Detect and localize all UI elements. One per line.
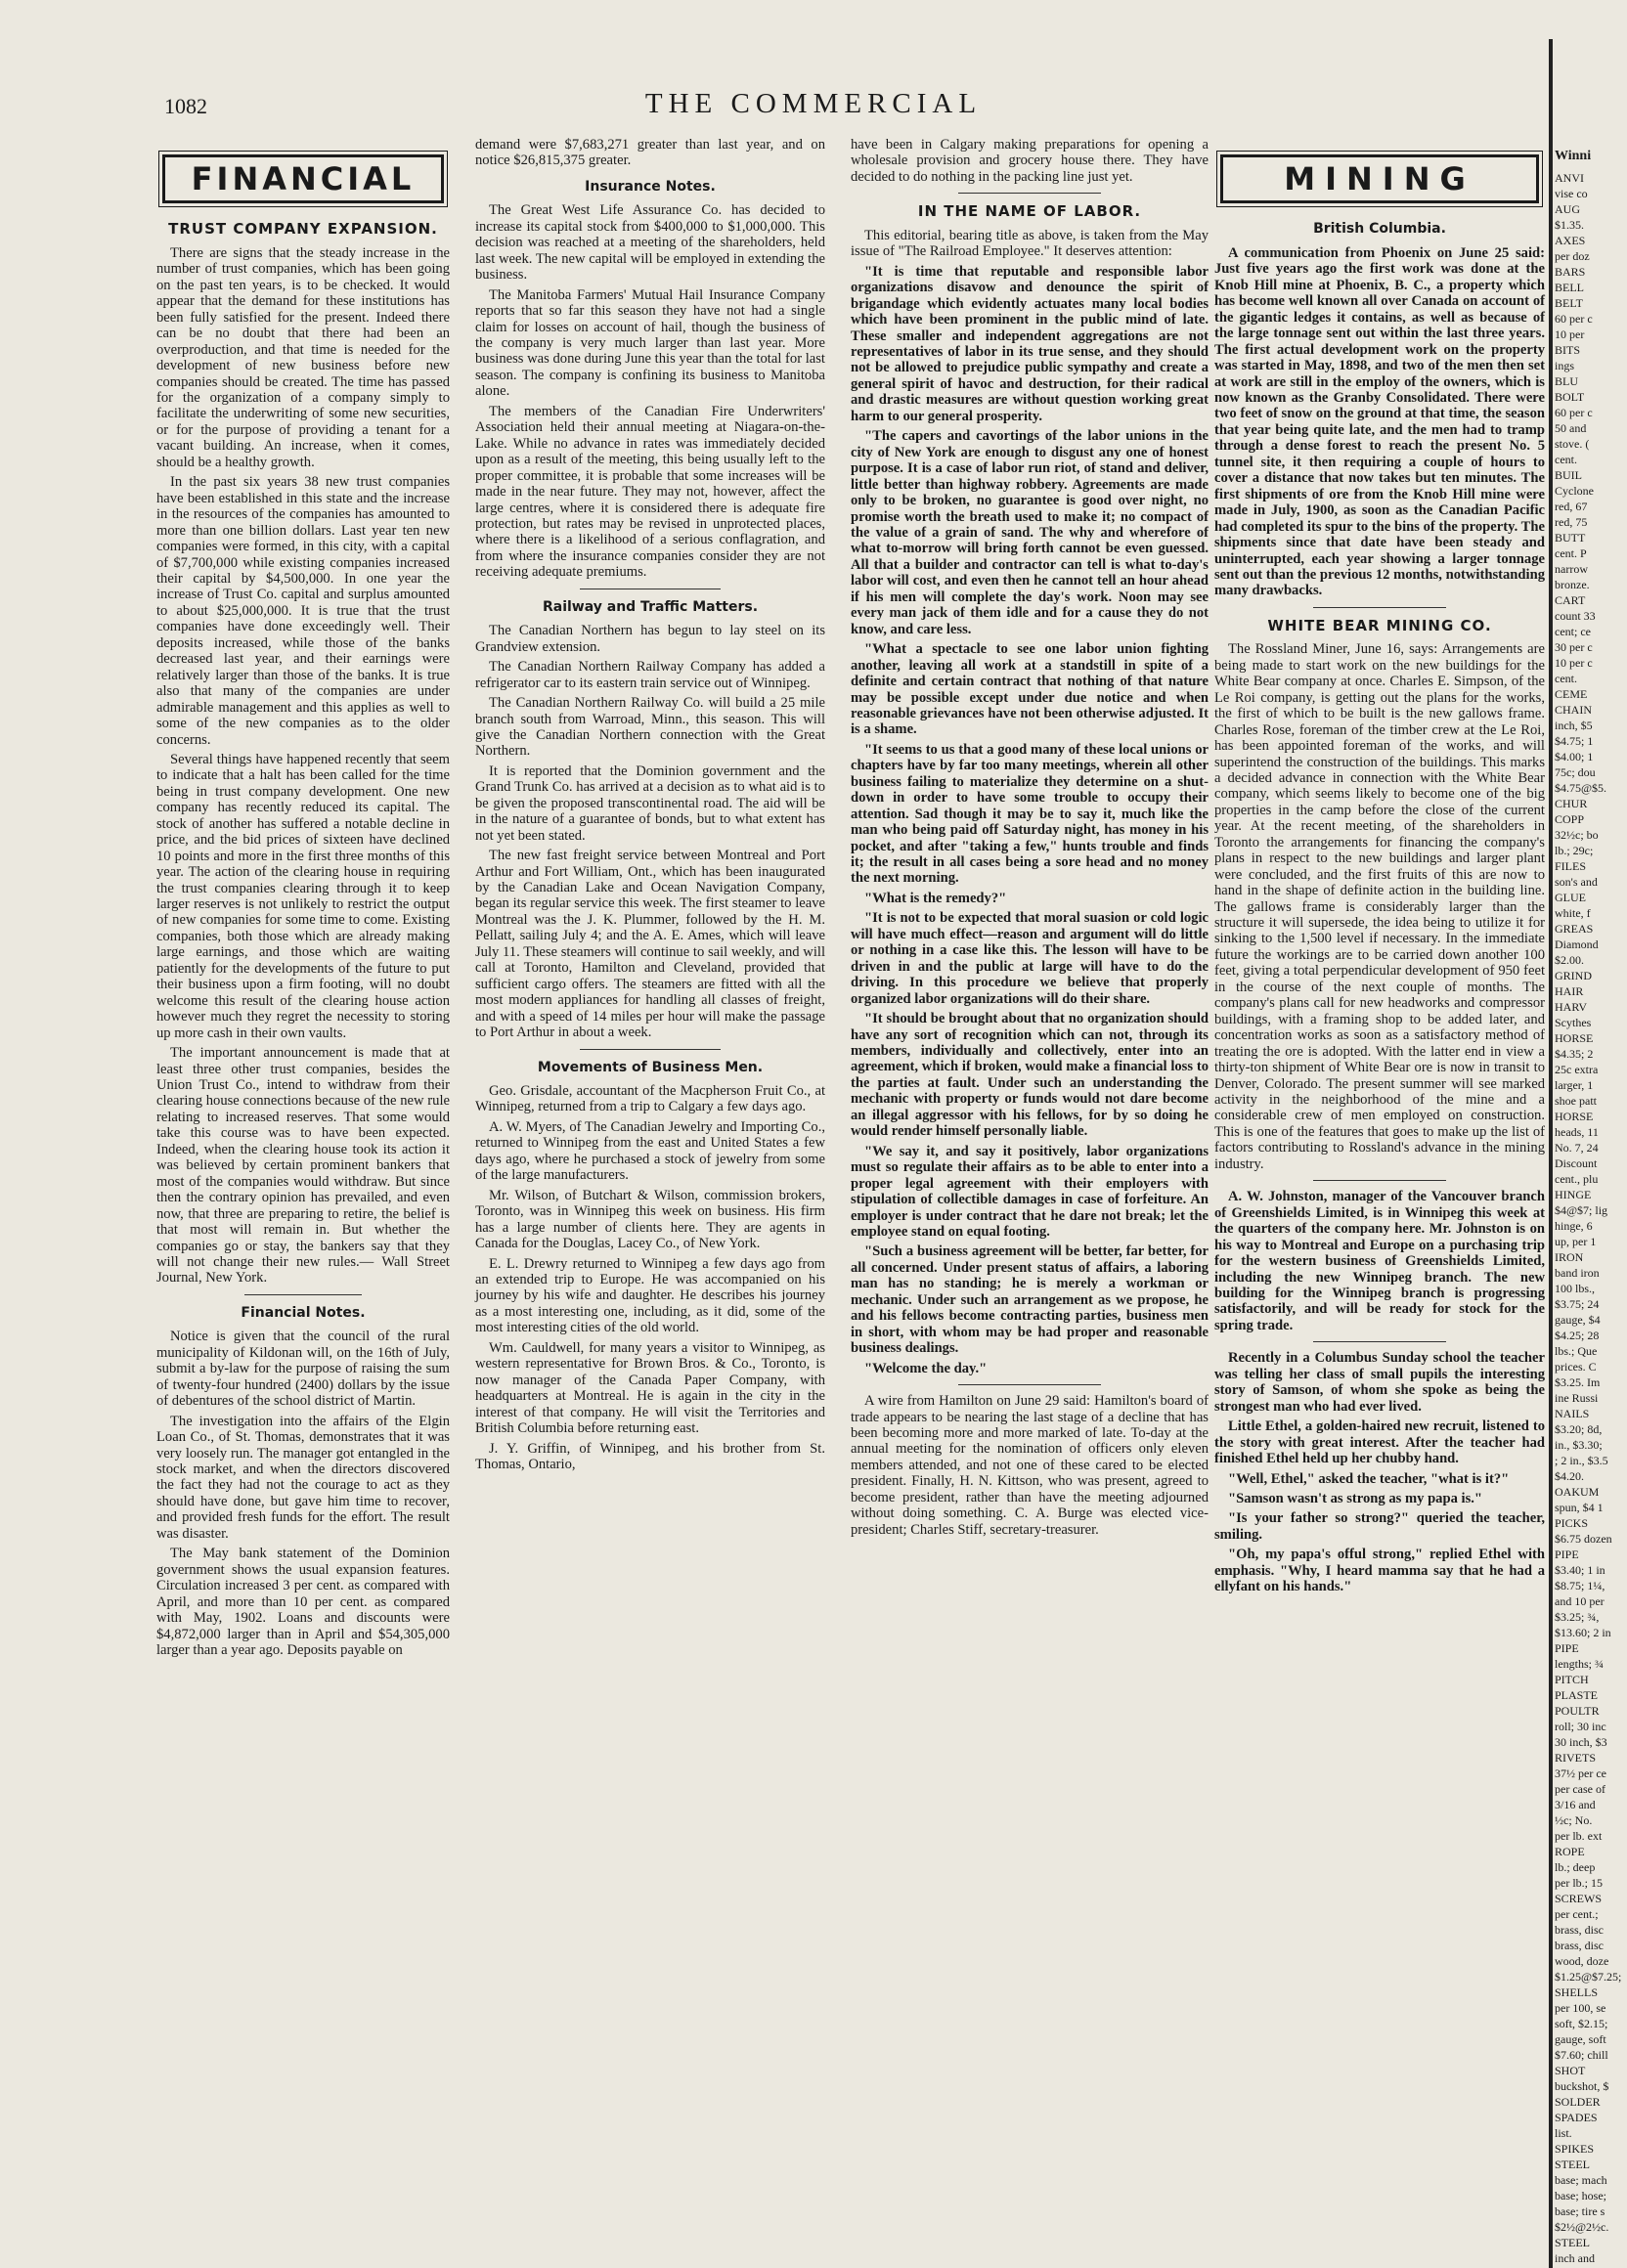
- edge-line: brass, disc: [1555, 1939, 1604, 1953]
- edge-line: 75c; dou: [1555, 765, 1596, 780]
- edge-line: white, f: [1555, 906, 1591, 921]
- paragraph: A. W. Johnston, manager of the Vancouver branch of Greenshields Limited, is in Winnipeg this week at the quarters of the company here. Mr. Johnston is on his way to Montreal and Europe on a purchasing trip for the western business of Greenshields Limited, including the new Winnipeg branch. The new building for the Winnipeg branch is progressing satisfactorily, and will be ready for stock for the spring trade.: [1214, 1189, 1545, 1333]
- paragraph: A wire from Hamilton on June 29 said: Hamilton's board of trade appears to be nearing the last stage of a decline that has been becoming more and more marked of late. To-day at the annual meeting for the nomination of officers only eleven members attended, and not one of these cared to be elected president. Finally, H. N. Kittson, who was present, agreed to become president, rather than have the meeting adjourned without doing something. C. A. Burge was elected vice-president; Charles Stiff, secretary-treasurer.: [851, 1393, 1209, 1538]
- edge-line: IRON: [1555, 1250, 1584, 1265]
- paragraph: "We say it, and say it positively, labor organizations must so regulate their affairs as to be able to enter into a proper legal agreement with their employers with stipulation of collectible damages in case of forfeiture. An employer is under contract that he dare not break; let the employee stand on equal footing.: [851, 1143, 1209, 1240]
- divider: [1313, 1341, 1445, 1342]
- edge-line: $3.20; 8d,: [1555, 1422, 1603, 1437]
- edge-line: CEME: [1555, 687, 1588, 702]
- edge-line: lbs.; Que: [1555, 1344, 1598, 1359]
- edge-line: RIVETS: [1555, 1751, 1596, 1766]
- edge-line: $1.35.: [1555, 218, 1584, 233]
- paragraph: Mr. Wilson, of Butchart & Wilson, commission brokers, Toronto, was in Winnipeg this week on business. His firm has a large number of clients here. They are agents in Canada for the Douglas, Lacey Co., of New York.: [475, 1187, 825, 1252]
- paragraph: The Canadian Northern has begun to lay steel on its Grandview extension.: [475, 623, 825, 655]
- paragraph: E. L. Drewry returned to Winnipeg a few days ago from an extended trip to Europe. He was accompanied on his journey by his wife and daughter. He describes his journey as a most interesting one, including, as it did, some of the most interesting cities of the old world.: [475, 1255, 825, 1336]
- paragraph: The members of the Canadian Fire Underwriters' Association held their annual meeting at Niagara-on-the-Lake. While no advance in rates was immediately decided upon as a result of the meeting, this being usually left to the proper committee, it is probable that some increases will be made in the near future. They may not, however, affect the large centres, where it is considered there is adequate fire protection, but rates may be revised in unprotected places, where there is a likelihood of a serious conflagration, and from where the insurance companies consider they are not receiving adequate premiums.: [475, 403, 825, 581]
- paragraph: The Canadian Northern Railway Co. will build a 25 mile branch south from Warroad, Minn., this season. This will give the Canadian Northern connection with the Great Northern.: [475, 695, 825, 760]
- paragraph: In the past six years 38 new trust companies have been established in this state and the increase in the resources of the companies has amounted to more than one billion dollars. Last year ten new companies were formed, in this city, with a capital of $7,700,000 while existing companies increased their capital by $4,500,000. In one year the increase of Trust Co. capital and surplus amounted to about $25,000,000. It is true that the trust companies have done exceedingly well. Their deposits increased, while those of the banks decreased last year, and their earnings were relatively larger than those of the banks. It is true also that many of the companies are under admirable management and this applies as well to some of the new companies as to the older concerns.: [156, 474, 450, 748]
- headline-trust-company: TRUST COMPANY EXPANSION.: [168, 220, 438, 239]
- edge-line: roll; 30 inc: [1555, 1720, 1606, 1734]
- section-box-mining: MINING: [1220, 154, 1539, 203]
- paragraph: "Well, Ethel," asked the teacher, "what is it?": [1228, 1470, 1510, 1487]
- edge-line: red, 75: [1555, 515, 1588, 530]
- paragraph: The Great West Life Assurance Co. has decided to increase its capital stock from $400,000 to $1,000,000. This decision was reached at a meeting of the shareholders, held last week. The new capital will be employed in extending the business.: [475, 202, 825, 284]
- edge-line: Cyclone: [1555, 484, 1594, 499]
- column-mining: [1214, 137, 1545, 2248]
- paragraph: A. W. Myers, of The Canadian Jewelry and Importing Co., returned to Winnipeg from the east and United States a few days ago, where he purchased a stock of jewelry from some of the large manufacturers.: [475, 1118, 825, 1184]
- edge-line: SHOT: [1555, 2064, 1586, 2078]
- edge-line: per case of: [1555, 1782, 1605, 1797]
- edge-line: BELT: [1555, 296, 1583, 311]
- edge-line: per lb.; 15: [1555, 1876, 1603, 1891]
- paragraph: The Canadian Northern Railway Company has added a refrigerator car to its eastern train service out of Winnipeg.: [475, 659, 825, 691]
- headline-railway: Railway and Traffic Matters.: [542, 598, 759, 615]
- edge-line: STEEL: [1555, 2158, 1590, 2172]
- paragraph: It is reported that the Dominion government and the Grand Trunk Co. has arrived at a decision as to what aid is to be given the proposed transcontinental road. The aid will be in the nature of a guarantee of bonds, but to what extent has not yet been stated.: [475, 763, 825, 844]
- divider: [1313, 607, 1445, 608]
- edge-line: cent., plu: [1555, 1172, 1599, 1187]
- headline-name-of-labor: IN THE NAME OF LABOR.: [917, 202, 1142, 221]
- edge-line: PIPE: [1555, 1641, 1579, 1656]
- edge-line: band iron: [1555, 1266, 1600, 1281]
- paragraph: J. Y. Griffin, of Winnipeg, and his brother from St. Thomas, Ontario,: [475, 1440, 825, 1472]
- column-rule: [1549, 39, 1553, 2268]
- edge-line: $3.75; 24: [1555, 1297, 1600, 1312]
- edge-line: vise co: [1555, 187, 1588, 201]
- edge-line: BUTT: [1555, 531, 1586, 545]
- edge-line: ANVI: [1555, 171, 1584, 186]
- edge-line: bronze.: [1555, 578, 1590, 592]
- edge-line: base; tire s: [1555, 2204, 1605, 2219]
- headline-financial-notes: Financial Notes.: [241, 1304, 366, 1321]
- edge-line: base; hose;: [1555, 2189, 1606, 2203]
- edge-line: HAIR: [1555, 984, 1584, 999]
- edge-line: gauge, soft: [1555, 2032, 1606, 2047]
- paragraph: "It should be brought about that no organization should have any sort of recognition which can not, through its members, individually and collectively, enter into an agreement, which if broken, would make a financial loss to the parties at fault. Under such an understanding the mechanic with property or funds would not dare become an illegal aggressor with his fellows, for by so doing he would render himself personally liable.: [851, 1011, 1209, 1140]
- edge-line: $4.35; 2: [1555, 1047, 1594, 1062]
- edge-line: $7.60; chill: [1555, 2048, 1608, 2063]
- edge-lines: [1555, 170, 1627, 2266]
- edge-line: buckshot, $: [1555, 2079, 1609, 2094]
- edge-line: POULTR: [1555, 1704, 1600, 1719]
- edge-line: $13.60; 2 in: [1555, 1626, 1611, 1640]
- column-insurance: [475, 137, 825, 2248]
- paragraph: "Oh, my papa's offul strong," replied Ethel with emphasis. "Why, I heard mamma say that he had a ellyfant on his hands.": [1214, 1547, 1545, 1595]
- edge-line: PIPE: [1555, 1548, 1579, 1562]
- paragraph: "Samson wasn't as strong as my papa is.": [1228, 1490, 1483, 1506]
- edge-line: 30 inch, $3: [1555, 1735, 1607, 1750]
- edge-line: wood, doze: [1555, 1954, 1609, 1969]
- edge-line: and 10 per: [1555, 1594, 1605, 1609]
- edge-line: $4.00; 1: [1555, 750, 1594, 764]
- edge-line: NAILS: [1555, 1407, 1590, 1421]
- edge-line: CHUR: [1555, 797, 1588, 811]
- edge-line: hinge, 6: [1555, 1219, 1593, 1234]
- divider: [958, 193, 1101, 194]
- edge-line: CART: [1555, 593, 1586, 608]
- divider: [580, 1049, 720, 1050]
- paragraph: This editorial, bearing title as above, is taken from the May issue of "The Railroad Employee." It deserves attention:: [851, 227, 1209, 260]
- paragraph: "It is time that reputable and responsible labor organizations disavow and denounce the spirit of brigandage which evidently actuates many local bodies which have been prominent in the public mind of late. These smaller and independent aggregations are not representatives of labor in its true sense, and they should not be allowed to prejudice public sympathy and create a general spirit of havoc and destruction, for their radical and drastic measures are without question working great harm to our general prosperity.: [851, 263, 1209, 424]
- edge-line: gauge, $4: [1555, 1313, 1601, 1328]
- paragraph: Geo. Grisdale, accountant of the Macpherson Fruit Co., at Winnipeg, returned from a trip to Calgary a few days ago.: [475, 1083, 825, 1115]
- edge-line: 30 per c: [1555, 640, 1593, 655]
- edge-line: GREAS: [1555, 922, 1594, 937]
- edge-line: prices. C: [1555, 1360, 1597, 1374]
- edge-line: spun, $4 1: [1555, 1501, 1604, 1515]
- edge-line: HORSE: [1555, 1110, 1594, 1124]
- edge-line: cent; ce: [1555, 625, 1591, 639]
- column-labor: [851, 137, 1209, 2248]
- edge-line: AXES: [1555, 234, 1586, 248]
- edge-line: GLUE: [1555, 891, 1586, 905]
- paragraph: "What is the remedy?": [864, 890, 1007, 906]
- edge-line: OAKUM: [1555, 1485, 1600, 1500]
- headline-white-bear: WHITE BEAR MINING CO.: [1267, 616, 1492, 634]
- edge-line: ; 2 in., $3.5: [1555, 1454, 1608, 1468]
- edge-line: SPIKES: [1555, 2142, 1595, 2157]
- edge-line: per lb. ext: [1555, 1829, 1603, 1844]
- edge-line: CHAIN: [1555, 703, 1592, 718]
- paragraph: Several things have happened recently that seem to indicate that a halt has been called for the time being in trust company development. One new company has recently reduced its capital. The stock of another has suffered a notable decline in price, and the bid prices of sixteen have declined 10 points and more in the first three months of this year. The action of the clearing house in requiring the trust companies clearing through it to keep larger reserves is not unlikely to restrict the output of new companies for some time to come. Existing companies, both those which are already making large earnings, and those which are waiting patiently for the developments of the future to put their business upon a firm footing, will no doubt welcome this result of the clearing house action however much they regret the necessity to storing up more cash in their own vaults.: [156, 751, 450, 1041]
- paragraph: Notice is given that the council of the rural municipality of Kildonan will, on the 16th of July, submit a by-law for the purpose of raising the sum of twenty-four hundred (2400) dollars by the issue of debentures of the school district of Martin.: [156, 1329, 450, 1410]
- edge-line: cent.: [1555, 672, 1577, 686]
- edge-line: SOLDER: [1555, 2095, 1601, 2110]
- edge-line: PLASTE: [1555, 1688, 1599, 1703]
- edge-line: COPP: [1555, 812, 1585, 827]
- edge-line: in., $3.30;: [1555, 1438, 1603, 1453]
- edge-heading: Winni: [1555, 149, 1592, 163]
- edge-line: narrow: [1555, 562, 1588, 577]
- edge-line: list.: [1555, 2126, 1572, 2141]
- edge-line: inch and: [1555, 2251, 1595, 2266]
- page-number: 1082: [164, 94, 207, 118]
- edge-line: 60 per c: [1555, 406, 1593, 420]
- edge-line: lb.; 29c;: [1555, 844, 1594, 858]
- edge-line: son's and: [1555, 875, 1598, 890]
- edge-line: $4.25; 28: [1555, 1329, 1600, 1343]
- edge-line: $6.75 dozen: [1555, 1532, 1612, 1547]
- edge-line: FILES: [1555, 859, 1587, 874]
- paragraph: The Manitoba Farmers' Mutual Hail Insurance Company reports that so far this season they have not had a single claim for losses on account of hail, though the business of the company is very much larger than last year. More business was done during June this year than the total for last season. The company is confining its business to Manitoba alone.: [475, 286, 825, 400]
- edge-line: 37½ per ce: [1555, 1766, 1606, 1781]
- paragraph: "Such a business agreement will be better, far better, for all concerned. Under present status of affairs, a laboring man has no standing; he is merely a workman or mechanic. Under such an arrangement as we propose, he and his fellows become contracting parties, business men in short, with whom may be had proper and reasonable business dealings.: [851, 1243, 1209, 1357]
- edge-line: count 33: [1555, 609, 1596, 624]
- edge-line: per doz: [1555, 249, 1590, 264]
- edge-line: $2½@2½c.: [1555, 2220, 1609, 2235]
- edge-line: heads, 11: [1555, 1125, 1599, 1140]
- edge-line: $4.75@$5.: [1555, 781, 1607, 796]
- edge-line: soft, $2.15;: [1555, 2017, 1608, 2031]
- edge-line: ings: [1555, 359, 1575, 373]
- edge-line: BUIL: [1555, 468, 1582, 483]
- edge-line: cent. P: [1555, 546, 1587, 561]
- edge-line: STEEL: [1555, 2236, 1590, 2250]
- edge-line: per 100, se: [1555, 2001, 1606, 2016]
- edge-line: SPADES: [1555, 2111, 1598, 2125]
- paragraph: "Welcome the day.": [864, 1360, 988, 1376]
- edge-line: brass, disc: [1555, 1923, 1604, 1938]
- paragraph: Recently in a Columbus Sunday school the teacher was telling her class of small pupils the interesting story of Samson, of whom she spoke as being the strongest man who had ever lived.: [1214, 1350, 1545, 1415]
- edge-line: up, per 1: [1555, 1235, 1597, 1249]
- column-edge-price-list: [1555, 137, 1627, 2266]
- edge-line: $8.75; 1¼,: [1555, 1579, 1605, 1593]
- paragraph: The Rossland Miner, June 16, says: Arrangements are being made to start work on the new buildings for the White Bear company at once. Charles E. Simpson, of the Le Roi company, is getting out the plans for the works, the first of which to be built is the new gallows frame. Charles Rose, foreman of the timber crew at the Le Roi, has been appointed foreman of the works, and will superintend the construction of the buildings. This marks a decided advance in connection with the White Bear company, which seems likely to become one of the big properties in the camp before the close of the current year. At the recent meeting, of the shareholders in Toronto the arrangements for financing the company's plans in respect to the new buildings and larger plant were concluded, and the first fruits of this are now to hand in the shape of definite action in the building line. The gallows frame is considerably larger than the structure it will supersede, the idea being to utilize it for sinking to the 1,500 level if necessary. In the immediate future the workings are to be carried down another 100 feet, giving a total perpendicular development of 950 feet in the course of the next couple of months. The company's plans call for new headworks and compressor buildings, with a framing shop to be added later, and concentration works as soon as a satisfactory method of treating the ore is adopted. With the latter end in view a thirty-ton shipment of White Bear ore is now in transit to Denver, Colorado. The present summer will see marked activity in the neighborhood of the mine and a considerable crew of men employed on construction. This is one of the features that goes to make up the list of factors contributing to Rossland's advance in the mining industry.: [1214, 641, 1545, 1172]
- edge-line: HORSE: [1555, 1031, 1594, 1046]
- edge-line: 10 per c: [1555, 656, 1593, 671]
- edge-line: $4@$7; lig: [1555, 1203, 1608, 1218]
- edge-line: 100 lbs.,: [1555, 1282, 1596, 1296]
- masthead-title: THE COMMERCIAL: [644, 88, 983, 119]
- edge-line: PICKS: [1555, 1516, 1589, 1531]
- edge-line: 3/16 and: [1555, 1798, 1596, 1812]
- edge-line: SHELLS: [1555, 1985, 1599, 2000]
- paragraph: Little Ethel, a golden-haired new recruit, listened to the story with great interest. After the teacher had finished Ethel held up her chubby hand.: [1214, 1418, 1545, 1467]
- headline-insurance-notes: Insurance Notes.: [585, 178, 716, 195]
- paragraph: Wm. Cauldwell, for many years a visitor to Winnipeg, as western representative for Brown Bros. & Co., Toronto, is now manager of the Canada Paper Company, with headquarters at Montreal. He is again in the city in the interest of that company. He will visit the Territories and British Columbia before returning east.: [475, 1339, 825, 1437]
- edge-line: BLU: [1555, 374, 1578, 389]
- paragraph: "Is your father so strong?" queried the teacher, smiling.: [1214, 1510, 1545, 1543]
- edge-line: 32½c; bo: [1555, 828, 1599, 843]
- edge-line: 10 per: [1555, 327, 1585, 342]
- paragraph: A communication from Phoenix on June 25 said: Just five years ago the first work was done at the Knob Hill mine at Phoenix, B. C., a property which has become well known all over Canada on account of the gigantic ledges it contains, as well as because of the large tonnage sent out within the last three years. The first actual development work on the property was started in May, 1898, and two of the men then set at work are still in the employ of the owners, which is now known as the Granby Consolidated. There were two feet of snow on the ground at that time, the season that year being quite late, and the men had to tramp through a dense forest to reach the present No. 5 tunnel site, it then requiring a couple of hours to cover a distance that now takes but ten minutes. The first shipments of ore from the Knob Hill mine were made in July, 1900, as soon as the Canadian Pacific had completed its spur to the bins of the property. The shipments since that date have been steady and uninterrupted, each year showing a larger tonnage sent out than the previous 12 months, notwithstanding many drawbacks.: [1214, 244, 1545, 599]
- edge-line: lb.; deep: [1555, 1860, 1596, 1875]
- edge-line: cent.: [1555, 453, 1577, 467]
- edge-line: per cent.;: [1555, 1907, 1599, 1922]
- divider: [1313, 1180, 1445, 1181]
- column-financial: [156, 137, 450, 2248]
- edge-line: base; mach: [1555, 2173, 1607, 2188]
- paragraph: There are signs that the steady increase in the number of trust companies, which has been going on the past ten years, is to be checked. It would appear that the demand for these institutions has been fully satisfied for the present. Indeed there can be no doubt that there had been an overproduction, and that time is needed for the development of new business before new companies should be created. The time has passed for the organization of a company simply to facilitate the underwriting of some new securities, or for the purpose of providing a tenant for a vacant building. An increase, when it comes, should be a healthy growth.: [156, 244, 450, 470]
- paragraph: The important announcement is made that at least three other trust companies, besides the Union Trust Co., intend to withdraw from their clearing house connections because of the new rule relating to increased reserves. That some would take this course was to have been expected. Indeed, when the clearing house took its action it was believed by certain prominent bankers that most of the companies would withdraw. But since then the contrary opinion has prevailed, and even now, that three are preparing to retire, the belief is that most will remain in. But whether the companies go or stay, the bankers say that they will not change their new rules.— Wall Street Journal, New York.: [156, 1045, 450, 1287]
- edge-line: $4.20.: [1555, 1469, 1584, 1484]
- edge-line: 50 and: [1555, 421, 1587, 436]
- paragraph: The new fast freight service between Montreal and Port Arthur and Fort William, Ont., which has been inaugurated by the Canadian Lake and Ocean Navigation Company, began its regular service this week. The first steamer to leave Montreal was the J. K. Plummer, followed by the H. M. Pellatt, sailing July 4; and the A. E. Ames, which will leave July 11. These steamers will continue to sail weekly, and will call at Toronto, Hamilton and Cleveland, provided that sufficient cargo offers. The steamers are fitted with all the most modern appliances for handling all classes of freight, and with a speed of 14 miles per hour will make the passage to Port Arthur in about a week.: [475, 848, 825, 1041]
- edge-line: ine Russi: [1555, 1391, 1599, 1406]
- edge-line: 60 per c: [1555, 312, 1593, 327]
- edge-line: PITCH: [1555, 1673, 1589, 1687]
- edge-line: $3.40; 1 in: [1555, 1563, 1605, 1578]
- edge-line: $1.25@$7.25;: [1555, 1970, 1622, 1984]
- edge-line: AUG: [1555, 202, 1580, 217]
- edge-line: 25c extra: [1555, 1063, 1599, 1077]
- paragraph: The May bank statement of the Dominion government shows the usual expansion features. Circulation increased 3 per cent. as compared with April, and more than 10 per cent. as compared with May, 1902. Loans and discounts were $4,872,000 larger than in April and $54,305,000 larger than a year ago. Deposits payable on: [156, 1546, 450, 1658]
- paragraph: "What a spectacle to see one labor union fighting another, leaving all work at a standstill in spite of a definite and certain contract that nothing of that nature may be possible except under due notice and when reasonable grievances have not been otherwise adjusted. It is a shame.: [851, 641, 1209, 738]
- edge-line: SCREWS: [1555, 1892, 1603, 1906]
- edge-line: $4.75; 1: [1555, 734, 1594, 749]
- edge-line: $2.00.: [1555, 953, 1584, 968]
- edge-line: BOLT: [1555, 390, 1585, 405]
- edge-line: lengths; ¾: [1555, 1657, 1604, 1672]
- edge-line: ½c; No.: [1555, 1813, 1593, 1828]
- edge-line: $3.25. Im: [1555, 1375, 1601, 1390]
- edge-line: ROPE: [1555, 1845, 1585, 1859]
- edge-line: stove. (: [1555, 437, 1590, 452]
- edge-line: shoe patt: [1555, 1094, 1597, 1109]
- edge-line: BARS: [1555, 265, 1586, 280]
- edge-line: No. 7, 24: [1555, 1141, 1599, 1156]
- edge-line: $3.25; ¾,: [1555, 1610, 1600, 1625]
- divider: [244, 1294, 362, 1295]
- divider: [958, 1384, 1101, 1385]
- edge-line: larger, 1: [1555, 1078, 1594, 1093]
- edge-line: Scythes: [1555, 1016, 1592, 1030]
- headline-movements: Movements of Business Men.: [537, 1059, 764, 1075]
- section-box-financial: FINANCIAL: [162, 154, 444, 203]
- edge-line: BELL: [1555, 281, 1584, 295]
- edge-line: Diamond: [1555, 938, 1599, 952]
- paragraph: demand were $7,683,271 greater than last year, and on notice $26,815,375 greater.: [475, 137, 825, 169]
- edge-line: Discount: [1555, 1156, 1598, 1171]
- edge-line: BITS: [1555, 343, 1581, 358]
- edge-line: inch, $5: [1555, 719, 1593, 733]
- edge-line: GRIND: [1555, 969, 1592, 983]
- paragraph: have been in Calgary making preparations for opening a wholesale provision and grocery house there. They have decided to do nothing in the packing line just yet.: [851, 137, 1209, 185]
- paragraph: "It is not to be expected that moral suasion or cold logic will have much effect—reason and argument will do little or nothing in a case like this. The lesson will have to be driven in and the public at large will have to do the driving. In this procedure we believe that properly organized labor organizations will do their share.: [851, 910, 1209, 1007]
- edge-line: HARV: [1555, 1000, 1588, 1015]
- headline-british-columbia: British Columbia.: [1313, 221, 1446, 238]
- paragraph: The investigation into the affairs of the Elgin Loan Co., of St. Thomas, demonstrates that it was very loosely run. The manager got entangled in the stock market, and when the directors discovered the fact they had not the courage to act as they should have done, but gave him time to recover, and provided fresh funds for the effort. The result was disaster.: [156, 1413, 450, 1542]
- paragraph: "It seems to us that a good many of these local unions or chapters have by far too many meetings, wherein all other business failing to materialize they determine on a shut-down in order to have some trouble to occupy their attention. Sad though it may be to say it, much like the man who being paid off Saturday night, has money in his pocket, and after "taking a few," hunts trouble and finds it; the result in all cases being a sore head and no money the next morning.: [851, 741, 1209, 887]
- edge-line: HINGE: [1555, 1188, 1592, 1202]
- edge-line: red, 67: [1555, 500, 1588, 514]
- paragraph: "The capers and cavortings of the labor unions in the city of New York are enough to disgust any one of honest purpose. It is a case of labor run riot, of stand and deliver, little better than highway robbery. Agreements are made only to be broken, no guarantee is good over night, no promise worth the breath used to make it; no compact of the value of a grain of sand. The why and wherefore of what to-morrow will bring forth cannot be even guessed. All that a builder and contractor can tell is what to-day's labor will cost, and even then he cannot tell an hour ahead if his men will complete the day's work. Noon may see every man jack of them idle and for a cause they do not know, and care less.: [851, 428, 1209, 637]
